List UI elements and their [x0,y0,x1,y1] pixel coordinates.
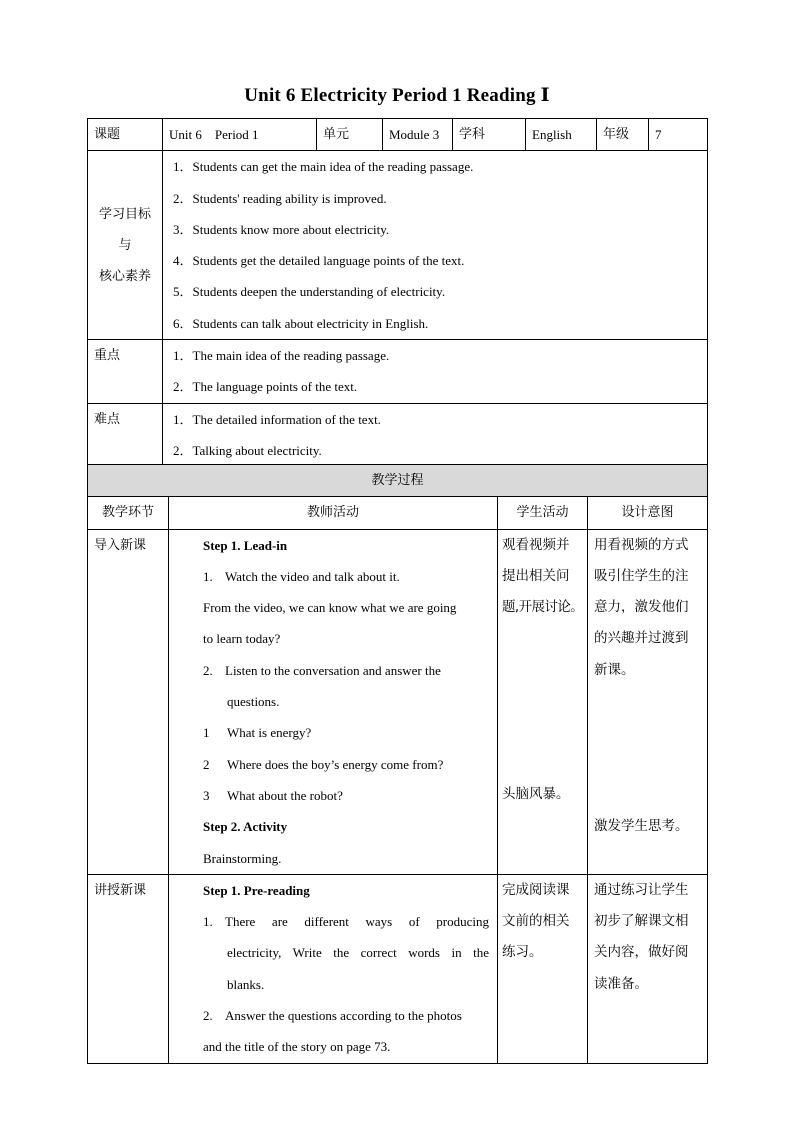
difficult-points-cell [163,403,708,467]
objectives-label-line3: 核心素养 [98,268,151,284]
list-text-cont: electricity, Write the correct words in the [227,945,489,961]
objective-item: 4．Students get the detailed language points of the text. [173,253,465,269]
purpose-new-lesson [588,874,708,1063]
list-number: 2. [203,1008,213,1024]
objectives-label-line2: 与 [118,237,132,253]
objective-item: 6．Students can talk about electricity in English. [173,315,429,331]
subject-value: English [526,119,597,151]
grade-label: 年级 [597,119,649,151]
purpose-line: 用看视频的方式 [594,536,689,553]
list-number: 2. [203,662,213,678]
student-line: 提出相关问 [502,567,570,584]
list-text: There are different ways of producing [225,914,489,930]
difficult-points-label: 难点 [88,403,163,467]
purpose-line: 新课。 [594,661,635,678]
header-stage: 教学环节 [88,497,169,529]
purpose-line: 初步了解课文相 [594,913,689,930]
key-points-label: 重点 [88,340,163,404]
unit-value: Module 3 [383,119,453,151]
step-title: Step 1. Pre-reading [203,882,310,898]
question-number: 2 [203,756,210,772]
list-text-cont: questions. [227,694,280,710]
objectives-label [88,151,163,340]
lesson-info-table [87,118,708,467]
student-line: 练习。 [502,944,543,961]
teacher-activity-intro [169,529,498,874]
paragraph-line: Brainstorming. [203,850,282,866]
key-points-cell [163,340,708,404]
objectives-label-line1: 学习目标 [98,206,151,222]
student-line: 文前的相关 [502,913,570,930]
page-title: Unit 6 Electricity Period 1 Reading Ⅰ [244,85,550,106]
objective-item: 2．Students' reading ability is improved. [173,190,387,206]
stage-new-lesson: 讲授新课 [88,874,169,1063]
list-text: Answer the questions according to the photos [225,1008,462,1024]
question-text: Where does the boy’s energy come from? [227,756,444,772]
question-text: What is energy? [227,725,312,741]
paragraph-line: to learn today? [203,631,281,647]
student-line: 头脑风暴。 [502,786,570,803]
objective-item: 1．Students can get the main idea of the reading passage. [173,159,474,175]
header-student: 学生活动 [498,497,588,529]
teaching-process-table [87,464,708,1064]
topic-label: 课题 [88,119,163,151]
purpose-line: 意力，激发他们 [594,599,689,616]
purpose-line: 吸引住学生的注 [594,567,689,584]
list-text: Watch the video and talk about it. [225,568,400,584]
objective-item: 5．Students deepen the understanding of electricity. [173,284,446,300]
header-teacher: 教师活动 [169,497,498,529]
student-line: 题,开展讨论。 [502,599,584,616]
student-activity-intro [498,529,588,874]
list-number: 1. [203,914,213,930]
key-point-item: 1．The main idea of the reading passage. [173,348,390,364]
list-text: Listen to the conversation and answer the [225,662,441,678]
teacher-activity-new-lesson [169,874,498,1063]
list-number: 1. [203,568,213,584]
grade-value: 7 [649,119,708,151]
step-title: Step 2. Activity [203,819,288,835]
topic-value: Unit 6 Period 1 [163,119,317,151]
difficult-point-item: 2．Talking about electricity. [173,442,322,458]
question-number: 1 [203,725,210,741]
student-activity-new-lesson [498,874,588,1063]
subject-label: 学科 [453,119,526,151]
purpose-line: 读准备。 [594,975,648,992]
process-section-title: 教学过程 [88,465,708,497]
objective-item: 3．Students know more about electricity. [173,221,390,237]
step-title: Step 1. Lead-in [203,537,288,553]
paragraph-line: From the video, we can know what we are going [203,600,457,616]
stage-intro: 导入新课 [88,529,169,874]
purpose-line: 激发学生思考。 [594,818,689,835]
unit-label: 单元 [317,119,383,151]
key-point-item: 2．The language points of the text. [173,379,358,395]
question-text: What about the robot? [227,787,343,803]
objectives-cell [163,151,708,340]
list-text-cont: blanks. [227,976,265,992]
header-purpose: 设计意图 [588,497,708,529]
purpose-line: 通过练习让学生 [594,881,689,898]
difficult-point-item: 1．The detailed information of the text. [173,411,381,427]
purpose-line: 关内容，做好阅 [594,944,689,961]
student-line: 观看视频并 [502,536,570,553]
student-line: 完成阅读课 [502,881,570,898]
question-number: 3 [203,787,210,803]
purpose-line: 的兴趣并过渡到 [594,630,689,647]
purpose-intro [588,529,708,874]
list-text-cont: and the title of the story on page 73. [203,1039,391,1055]
